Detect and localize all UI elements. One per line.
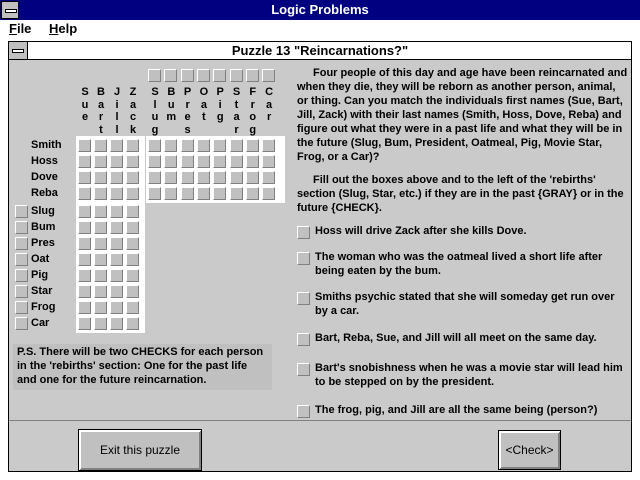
grid-cell[interactable] — [126, 139, 139, 152]
column-label: S u e — [81, 86, 89, 123]
grid-cell[interactable] — [213, 171, 226, 184]
rebirth-timing-box[interactable] — [181, 69, 194, 82]
menu-file[interactable]: File — [9, 21, 32, 36]
grid-cell[interactable] — [148, 155, 161, 168]
grid-cell[interactable] — [110, 237, 123, 250]
grid-cell[interactable] — [110, 253, 123, 266]
grid-cell[interactable] — [94, 139, 107, 152]
grid-cell[interactable] — [126, 221, 139, 234]
clue-text: Bart's snobishness when he was a movie star will lead him to be stepped on by the president. — [315, 362, 623, 388]
row-label: Car — [31, 317, 50, 329]
grid-cell[interactable] — [94, 155, 107, 168]
clue-text: Hoss will drive Zack after she kills Dove. — [315, 225, 527, 237]
grid-cell[interactable] — [181, 171, 194, 184]
grid-cell[interactable] — [197, 139, 210, 152]
grid-cell[interactable] — [164, 171, 177, 184]
column-label: Z a c k — [129, 86, 137, 136]
grid-cell[interactable] — [262, 187, 275, 200]
grid-cell[interactable] — [78, 317, 91, 330]
row-label: Oat — [31, 253, 50, 265]
grid-cell[interactable] — [94, 253, 107, 266]
grid-cell[interactable] — [213, 187, 226, 200]
row-label: Smith — [31, 139, 62, 151]
rebirth-timing-box[interactable] — [15, 253, 28, 266]
clue-checkbox[interactable] — [297, 252, 310, 265]
row-label: Hoss — [31, 155, 58, 167]
grid-cell[interactable] — [246, 171, 259, 184]
rebirth-timing-box[interactable] — [230, 69, 243, 82]
rebirth-timing-box[interactable] — [15, 221, 28, 234]
puzzle-window-caption — [8, 41, 632, 60]
clue-checkbox[interactable] — [297, 333, 310, 346]
grid-cell[interactable] — [181, 139, 194, 152]
column-label: B u m — [166, 86, 177, 123]
rebirth-timing-box[interactable] — [262, 69, 275, 82]
system-menu-icon[interactable] — [1, 1, 19, 19]
rebirth-timing-box[interactable] — [15, 237, 28, 250]
grid-cell[interactable] — [164, 155, 177, 168]
row-label: Dove — [31, 171, 58, 183]
rebirth-timing-box[interactable] — [197, 69, 210, 82]
grid-cell[interactable] — [110, 155, 123, 168]
row-label: Reba — [31, 187, 58, 199]
clue-checkbox[interactable] — [297, 226, 310, 239]
grid-cell[interactable] — [126, 301, 139, 314]
column-label: B a r t — [97, 86, 105, 136]
clue-text: Bart, Reba, Sue, and Jill will all meet on the same day. — [315, 332, 597, 344]
rebirth-timing-box[interactable] — [15, 285, 28, 298]
grid-cell[interactable] — [78, 205, 91, 218]
grid-cell[interactable] — [94, 285, 107, 298]
column-label: F r o g — [249, 86, 257, 136]
grid-cell[interactable] — [262, 171, 275, 184]
menu-bar — [0, 20, 640, 39]
grid-cell[interactable] — [126, 205, 139, 218]
grid-cell[interactable] — [78, 301, 91, 314]
row-label: Slug — [31, 205, 55, 217]
grid-cell[interactable] — [78, 269, 91, 282]
grid-cell[interactable] — [78, 253, 91, 266]
grid-cell[interactable] — [181, 155, 194, 168]
row-label: Star — [31, 285, 53, 297]
column-label: J i l l — [113, 86, 121, 136]
grid-cell[interactable] — [246, 155, 259, 168]
grid-cell[interactable] — [246, 187, 259, 200]
grid-cell[interactable] — [78, 237, 91, 250]
grid-cell[interactable] — [94, 171, 107, 184]
grid-cell[interactable] — [126, 187, 139, 200]
menu-help[interactable]: Help — [49, 21, 78, 36]
column-label: P r e s — [183, 86, 192, 136]
grid-cell[interactable] — [262, 139, 275, 152]
grid-cell[interactable] — [110, 221, 123, 234]
grid-cell[interactable] — [126, 155, 139, 168]
row-label: Pres — [31, 237, 55, 249]
grid-cell[interactable] — [213, 139, 226, 152]
grid-cell[interactable] — [110, 285, 123, 298]
grid-cell[interactable] — [94, 301, 107, 314]
grid-cell[interactable] — [197, 187, 210, 200]
grid-cell[interactable] — [110, 269, 123, 282]
grid-cell[interactable] — [94, 187, 107, 200]
grid-cell[interactable] — [110, 171, 123, 184]
grid-cell[interactable] — [126, 237, 139, 250]
grid-cell[interactable] — [94, 237, 107, 250]
rebirth-timing-box[interactable] — [246, 69, 259, 82]
grid-cell[interactable] — [148, 187, 161, 200]
clue-text: The frog, pig, and Jill are all the same being (person?) — [315, 404, 598, 416]
grid-cell[interactable] — [94, 221, 107, 234]
clue-checkbox[interactable] — [297, 292, 310, 305]
instructions-text: Fill out the boxes above and to the left of the 'rebirths' section (Slug, Star, etc.) if they are in the past {GRAY} or in the future {CHECK}. — [297, 174, 624, 214]
grid-cell[interactable] — [78, 221, 91, 234]
grid-cell[interactable] — [110, 301, 123, 314]
grid-cell[interactable] — [230, 139, 243, 152]
ps-note: P.S. There will be two CHECKS for each person in the 'rebirths' section: One for the past life and one for the future reincarnation. — [13, 344, 272, 390]
grid-cell[interactable] — [230, 155, 243, 168]
row-label: Pig — [31, 269, 49, 281]
grid-cell[interactable] — [78, 155, 91, 168]
grid-cell[interactable] — [262, 155, 275, 168]
grid-cell[interactable] — [94, 269, 107, 282]
grid-cell[interactable] — [126, 171, 139, 184]
intro-text: Four people of this day and age have been reincarnated and when they die, they will be reborn as another person, animal, or thing. Can you match the individuals first names (Sue, Bart, Jill, Zack) with their last names (Smith, Hoss, Dove, Reba) and figure out what they were in a past life and what they will be in the future (Slug, Bum, President, Oatmeal, Pig, Movie Star, Frog, or a Car)? — [297, 67, 628, 163]
row-label: Frog — [31, 301, 56, 313]
grid-cell[interactable] — [126, 285, 139, 298]
clue-checkbox[interactable] — [297, 363, 310, 376]
divider — [9, 420, 631, 421]
grid-cell[interactable] — [126, 253, 139, 266]
grid-cell[interactable] — [110, 317, 123, 330]
clue-text: Smiths psychic stated that she will someday get run over by a car. — [315, 291, 615, 317]
grid-cell[interactable] — [148, 139, 161, 152]
rebirth-timing-box[interactable] — [164, 69, 177, 82]
clue-text: The woman who was the oatmeal lived a short life after being eaten by the bum. — [315, 251, 603, 277]
grid-cell[interactable] — [110, 139, 123, 152]
column-label: O a t — [199, 86, 209, 123]
grid-cell[interactable] — [246, 139, 259, 152]
grid-cell[interactable] — [164, 187, 177, 200]
grid-cell[interactable] — [230, 171, 243, 184]
column-label: P i g — [216, 86, 224, 123]
puzzle-window-menu-icon[interactable] — [9, 42, 28, 59]
grid-cell[interactable] — [148, 171, 161, 184]
clue-checkbox[interactable] — [297, 405, 310, 418]
exit-puzzle-button[interactable]: Exit this puzzle — [78, 429, 202, 471]
grid-cell[interactable] — [181, 187, 194, 200]
grid-cell[interactable] — [197, 171, 210, 184]
grid-cell[interactable] — [78, 171, 91, 184]
title-bar — [0, 0, 640, 20]
column-label: S l u g — [151, 86, 159, 136]
grid-cell[interactable] — [110, 205, 123, 218]
puzzle-title: Puzzle 13 "Reincarnations?" — [231, 43, 409, 58]
check-button[interactable]: <Check> — [498, 430, 561, 470]
grid-cell[interactable] — [78, 285, 91, 298]
grid-cell[interactable] — [78, 139, 91, 152]
grid-cell[interactable] — [164, 139, 177, 152]
rebirth-timing-box[interactable] — [15, 317, 28, 330]
grid-cell[interactable] — [78, 187, 91, 200]
grid-cell[interactable] — [213, 155, 226, 168]
window-title: Logic Problems — [271, 2, 369, 17]
rebirth-timing-box[interactable] — [148, 69, 161, 82]
grid-cell[interactable] — [126, 317, 139, 330]
row-label: Bum — [31, 221, 56, 233]
grid-cell[interactable] — [94, 317, 107, 330]
grid-cell[interactable] — [110, 187, 123, 200]
column-label: C a r — [265, 86, 274, 123]
rebirth-timing-box[interactable] — [15, 269, 28, 282]
column-label: S t a r — [232, 86, 241, 136]
grid-cell[interactable] — [230, 187, 243, 200]
grid-cell[interactable] — [197, 155, 210, 168]
rebirth-timing-box[interactable] — [15, 301, 28, 314]
rebirth-timing-box[interactable] — [15, 205, 28, 218]
grid-cell[interactable] — [94, 205, 107, 218]
rebirth-timing-box[interactable] — [213, 69, 226, 82]
grid-cell[interactable] — [126, 269, 139, 282]
